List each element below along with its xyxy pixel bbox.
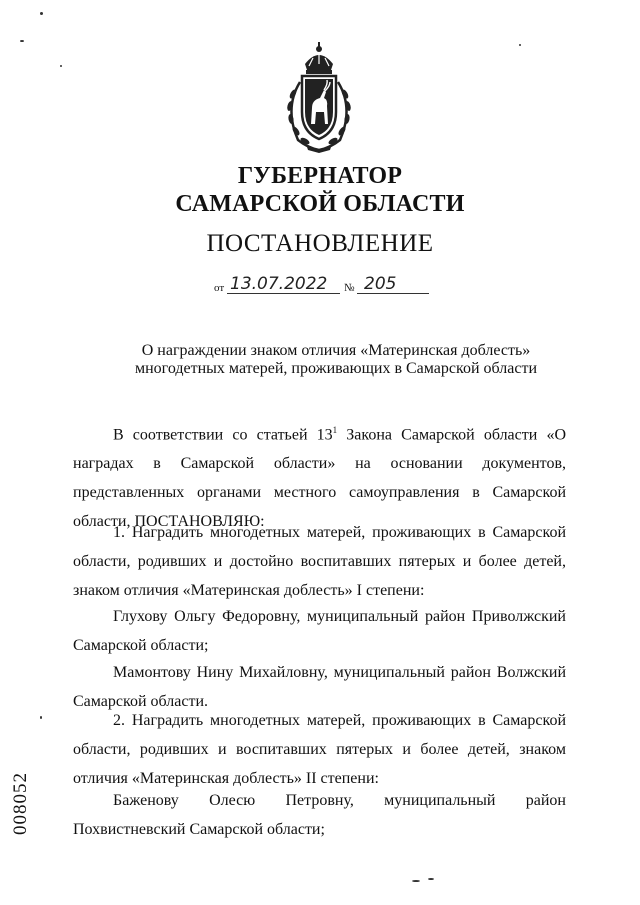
side-serial-number: 008052: [10, 772, 31, 835]
scan-speck: [60, 65, 62, 67]
awardee-3: Баженову Олесю Петровну, муниципальный район Похвистневский Самарской области;: [73, 792, 566, 838]
issuer-title-line2: САМАРСКОЙ ОБЛАСТИ: [175, 191, 465, 217]
number-label: №: [344, 282, 355, 294]
subject-line1: О награждении знаком отличия «Материнская доблесть»: [141, 342, 531, 359]
subject-line2: многодетных матерей, проживающих в Самарской области: [134, 360, 537, 377]
item-1-paragraph: 1. Наградить многодетных матерей, проживающих в Самарской области, родивших и достойно воспитавших пятерых и более детей, знаком отличия «Материнская доблесть» I степени:: [73, 524, 566, 599]
date-number-line: [214, 276, 444, 296]
awardee-2: Мамонтову Нину Михайловну, муниципальный район Волжский Самарской области.: [73, 664, 566, 710]
awardee-1: Глухову Ольгу Федоровну, муниципальный район Приволжский Самарской области;: [73, 608, 566, 654]
coat-of-arms-emblem: [278, 42, 360, 154]
date-handwritten: 13.07.2022: [230, 274, 328, 294]
scan-speck: [519, 44, 521, 46]
preamble-text-start: В соответствии со статьей 13: [113, 426, 333, 444]
scan-speck: [40, 716, 42, 719]
scan-speck: [428, 878, 434, 880]
number-handwritten: 205: [364, 274, 397, 294]
from-label: от: [214, 282, 225, 294]
article-superscript: 1: [332, 425, 338, 435]
item-2-paragraph: 2. Наградить многодетных матерей, проживающих в Самарской области, родивших и воспитавших пятерых и более детей, знаком отличия «Материнская доблесть» II степени:: [73, 712, 566, 787]
scan-speck: [412, 880, 420, 882]
scan-speck: [40, 12, 43, 15]
document-type-heading: ПОСТАНОВЛЕНИЕ: [206, 230, 434, 257]
issuer-title-line1: ГУБЕРНАТОР: [237, 163, 403, 189]
preamble-text-end: Закона Самарской области «О наградах в Самарской области» на основании документов, представленных органами местного самоуправления в Самарской области, ПОСТАНОВЛЯЮ:: [73, 426, 566, 531]
scan-speck: [20, 40, 24, 42]
